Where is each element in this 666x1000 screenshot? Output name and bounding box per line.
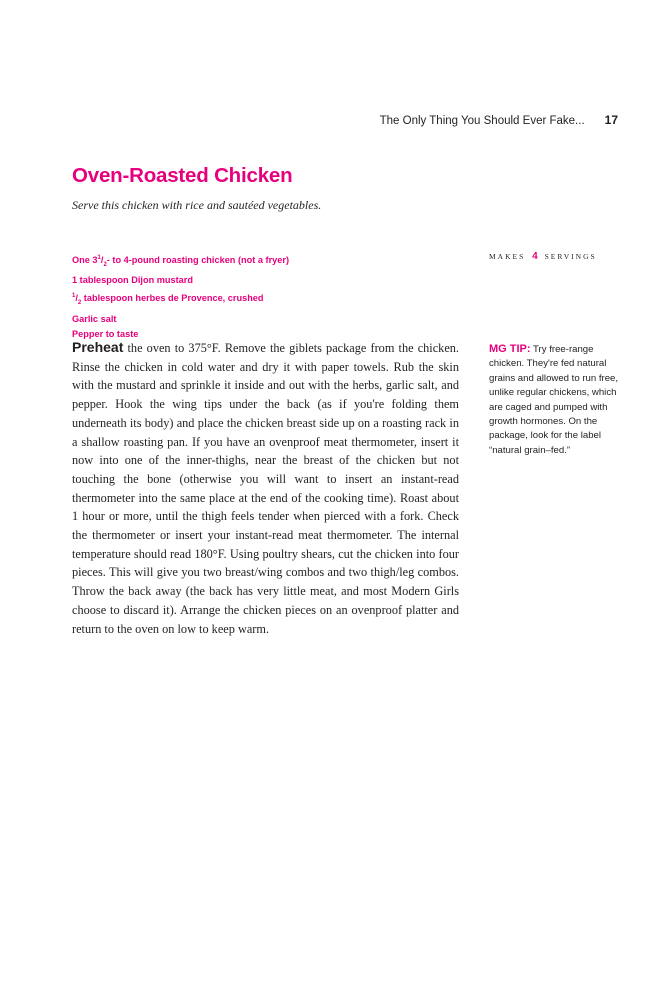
ingredient-item: 1 tablespoon Dijon mustard (72, 275, 193, 286)
ingredient-item: Garlic salt (72, 313, 117, 324)
ingredient-text: One 3 (72, 255, 98, 266)
ingredient-item: One $3^1/_2-$ to 4-pound roasting chicken (not a fryer) (72, 255, 290, 268)
tip-sidebar (489, 342, 619, 458)
instructions-lead: Preheat (72, 339, 124, 355)
ingredient-list (72, 251, 289, 343)
running-head (380, 113, 618, 127)
ingredient-text: tablespoon herbes de Provence, crushed (81, 293, 264, 304)
fraction-numerator: 1 (72, 293, 76, 300)
instructions-paragraph (72, 338, 459, 638)
servings-note (489, 251, 597, 262)
recipe-title: Oven-Roasted Chicken (72, 164, 293, 187)
fraction-numerator: 1 (97, 255, 101, 261)
servings-prefix: MAKES (489, 252, 526, 261)
ingredient-item: $^1/_2$ tablespoon herbes de Provence, crushed (72, 293, 264, 306)
page-number: 17 (604, 113, 618, 127)
tip-text: Try free-range chicken. They're fed natural grains and allowed to run free, unlike regular chickens, which are caged and pumped with growth hormones. On the package, look for the label “natural grain–fed.” (489, 344, 619, 456)
running-title: The Only Thing You Should Ever Fake... (379, 115, 585, 127)
instructions-text: the oven to 375°F. Remove the giblets package from the chicken. Rinse the chicken in cold water and dry it with paper towels. Rub the skin with the mustard and sprinkle it inside and out with the herbs, garlic salt, and pepper. Hook the wing tips under the back (as if you're folding them underneath its body) and place the chicken breast side up on a roasting rack in a shallow roasting pan. If you have an ovenproof meat thermometer, insert it now into one of the inner-thighs, near the breast of the chicken but not touching the bone (otherwise you will want to insert an instant-read thermometer into the same place at the end of the cooking time). Roast about 1 hour or more, until the thigh feels tender when pierced with a fork. Check the thermometer or insert your instant-read meat thermometer. The internal temperature should read 180°F. Using poultry shears, cut the chicken into four pieces. This will give you two breast/wing combos and two thigh/leg combos. Throw the back away (the back has very little meat, and most Modern Girls choose to discard it). Arrange the chicken pieces on an ovenproof platter and return to the oven on low to keep warm. (72, 341, 459, 636)
fraction-denominator: 2 (103, 261, 107, 268)
servings-count: 4 (532, 251, 538, 262)
recipe-subtitle: Serve this chicken with rice and sautéed vegetables. (72, 198, 322, 212)
ingredient-item: Pepper to taste (72, 329, 139, 340)
servings-suffix: SERVINGS (544, 252, 597, 261)
ingredient-text: - to 4-pound roasting chicken (not a fryer) (106, 255, 290, 266)
tip-label: MG TIP: (489, 343, 531, 355)
fraction-denominator: 2 (77, 299, 82, 306)
